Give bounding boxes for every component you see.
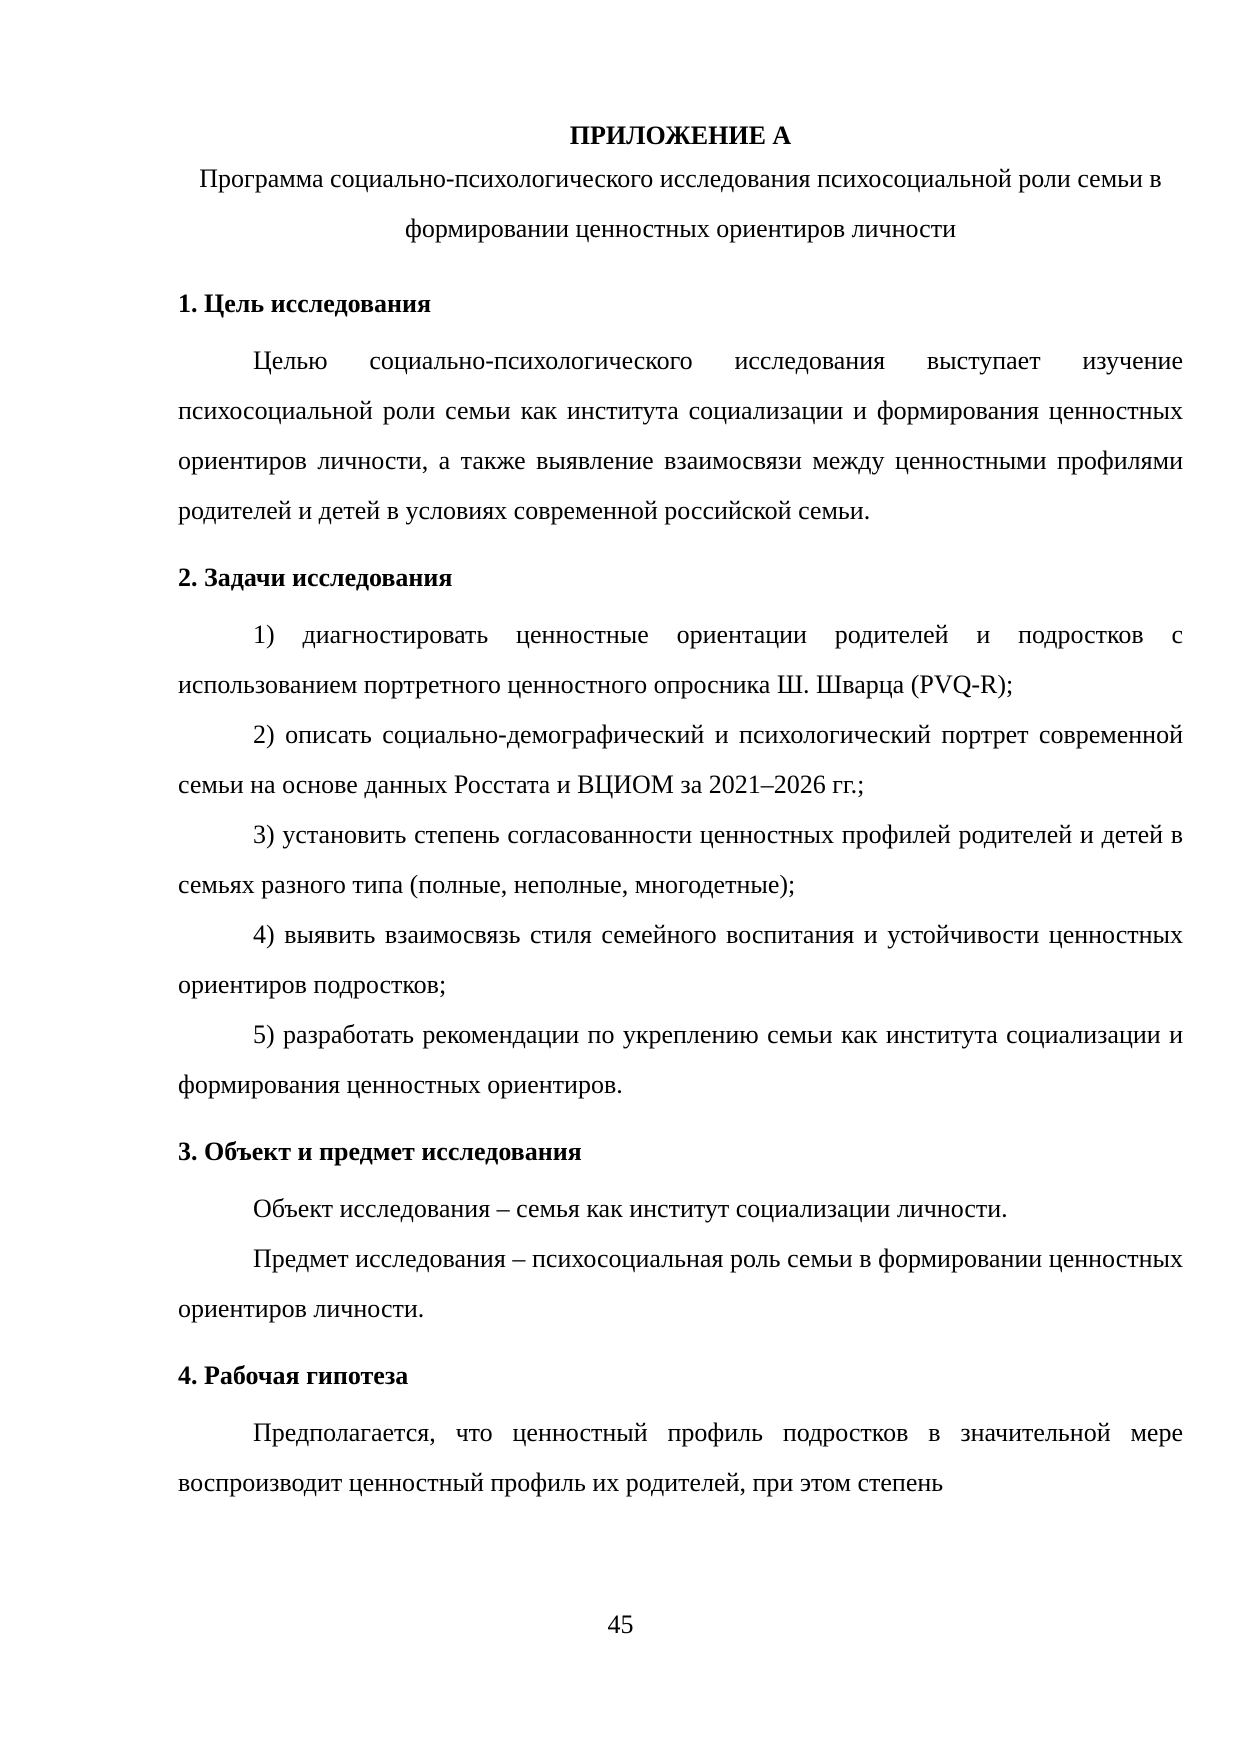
page-content	[178, 118, 1183, 1508]
section-heading-object-subject: 3. Объект и предмет исследования	[178, 1137, 582, 1166]
appendix-title: ПРИЛОЖЕНИЕ А	[569, 121, 792, 150]
paragraph-subject: Предмет исследования – психосоциальная роль семьи в формировании ценностных ориентиров личности.	[178, 1244, 1183, 1323]
paragraph-object: Объект исследования – семья как институт социализации личности.	[253, 1194, 1008, 1223]
section-heading-goal: 1. Цель исследования	[178, 289, 432, 318]
task-item-5: 5) разработать рекомендации по укреплению семьи как института социализации и формирования ценностных ориентиров.	[178, 1020, 1183, 1099]
task-item-2: 2) описать социально-демографический и психологический портрет современной семьи на основе данных Росстата и ВЦИОМ за 2021–2026 гг.;	[178, 720, 1183, 799]
page-number: 45	[607, 1610, 634, 1639]
section-heading-tasks: 2. Задачи исследования	[178, 563, 453, 592]
task-item-1: 1) диагностировать ценностные ориентации родителей и подростков с использованием портретного ценностного опросника Ш. Шварца (PVQ-R);	[178, 620, 1183, 699]
paragraph-hypothesis: Предполагается, что ценностный профиль подростков в значительной мере воспроизводит ценностный профиль их родителей, при этом степень	[178, 1418, 1183, 1497]
task-item-3: 3) установить степень согласованности ценностных профилей родителей и детей в семьях разного типа (полные, неполные, многодетные);	[178, 820, 1183, 899]
paragraph-goal: Целью социально-психологического исследования выступает изучение психосоциальной роли семьи как института социализации и формирования ценностных ориентиров личности, а также выявление взаимосвязи между ценностными профилями родителей и детей в условиях современной российской семьи.	[178, 346, 1183, 525]
task-item-4: 4) выявить взаимосвязь стиля семейного воспитания и устойчивости ценностных ориентиров подростков;	[178, 920, 1183, 999]
appendix-subtitle: Программа социально-психологического исследования психосоциальной роли семьи в формировании ценностных ориентиров личности	[199, 164, 1162, 243]
section-heading-hypothesis: 4. Рабочая гипотеза	[178, 1361, 409, 1390]
